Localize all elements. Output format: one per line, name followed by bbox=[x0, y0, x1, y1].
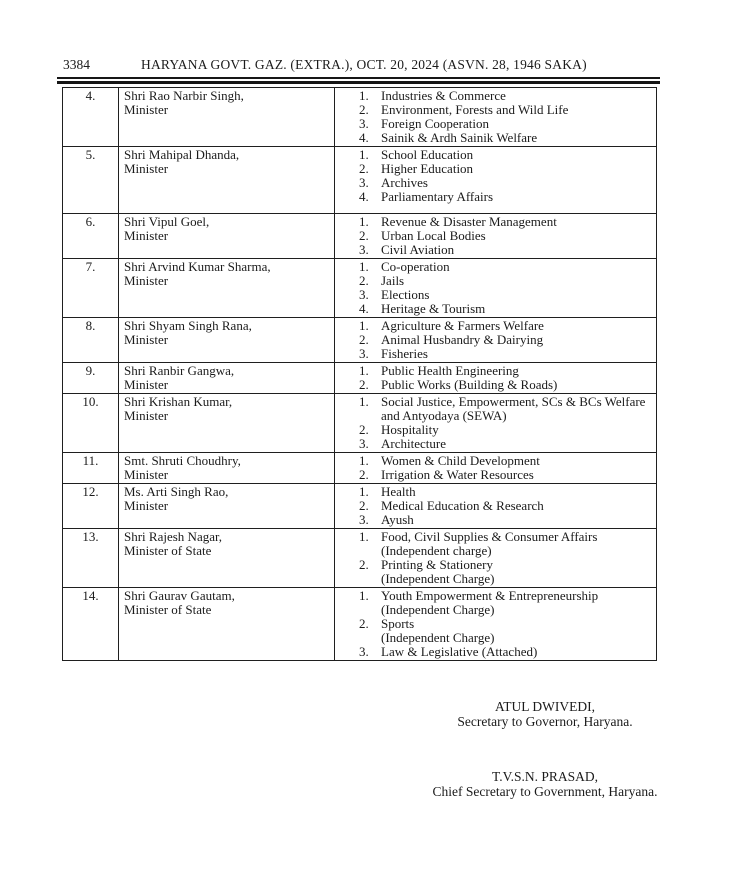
portfolio-line: Agriculture & Farmers Welfare bbox=[381, 318, 544, 333]
portfolio-line: Environment, Forests and Wild Life bbox=[381, 102, 569, 117]
portfolio-item bbox=[335, 423, 652, 437]
minister-designation: Minister bbox=[124, 467, 169, 482]
portfolio-item bbox=[335, 215, 652, 229]
serial-number: 12. bbox=[82, 484, 99, 499]
portfolio-number: 3. bbox=[359, 287, 369, 302]
portfolio-lines bbox=[381, 617, 652, 645]
portfolio-number: 1. bbox=[359, 259, 369, 274]
portfolio-item bbox=[335, 103, 652, 117]
portfolio-number: 2. bbox=[359, 467, 369, 482]
portfolio-cell bbox=[335, 259, 656, 317]
portfolio-lines bbox=[381, 645, 652, 659]
portfolio-line: Sainik & Ardh Sainik Welfare bbox=[381, 130, 538, 145]
portfolio-cell bbox=[335, 529, 656, 587]
portfolio-line: Women & Child Development bbox=[381, 453, 540, 468]
portfolio-line: Civil Aviation bbox=[381, 242, 455, 257]
signature-block-chief-secretary bbox=[385, 769, 705, 799]
portfolio-line: School Education bbox=[381, 147, 474, 162]
minister-designation: Minister bbox=[124, 161, 169, 176]
portfolio-line: Higher Education bbox=[381, 161, 474, 176]
serial-cell bbox=[63, 529, 119, 587]
serial-cell bbox=[63, 363, 119, 393]
portfolio-lines bbox=[381, 347, 652, 361]
portfolio-number: 1. bbox=[359, 318, 369, 333]
portfolio-lines bbox=[381, 437, 652, 451]
gazette-title: HARYANA GOVT. GAZ. (EXTRA.), OCT. 20, 2024 (ASVN. 28, 1946 SAKA) bbox=[141, 57, 587, 72]
table-row bbox=[63, 88, 656, 147]
portfolio-lines bbox=[381, 485, 652, 499]
signature-block-governor-secretary bbox=[385, 699, 705, 729]
minister-cell bbox=[119, 363, 335, 393]
minister-cell bbox=[119, 484, 335, 528]
minister-name: Shri Vipul Goel, bbox=[124, 214, 210, 229]
serial-number: 4. bbox=[85, 88, 96, 103]
minister-designation: Minister bbox=[124, 273, 169, 288]
minister-name: Shri Arvind Kumar Sharma, bbox=[124, 259, 271, 274]
portfolio-lines bbox=[381, 148, 652, 162]
portfolio-number: 2. bbox=[359, 422, 369, 437]
minister-name: Shri Mahipal Dhanda, bbox=[124, 147, 240, 162]
minister-designation: Minister bbox=[124, 377, 169, 392]
portfolio-item bbox=[335, 378, 652, 392]
portfolio-line: Elections bbox=[381, 287, 430, 302]
minister-name: Shri Rajesh Nagar, bbox=[124, 529, 223, 544]
portfolio-cell bbox=[335, 318, 656, 362]
portfolio-item bbox=[335, 395, 652, 423]
portfolio-lines bbox=[381, 215, 652, 229]
portfolio-line: Parliamentary Affairs bbox=[381, 189, 494, 204]
minister-cell bbox=[119, 318, 335, 362]
portfolio-number: 3. bbox=[359, 242, 369, 257]
portfolio-lines bbox=[381, 131, 652, 145]
portfolio-item bbox=[335, 617, 652, 645]
portfolio-item bbox=[335, 243, 652, 257]
minister-name: Shri Ranbir Gangwa, bbox=[124, 363, 235, 378]
serial-cell bbox=[63, 88, 119, 146]
portfolio-number: 1. bbox=[359, 363, 369, 378]
minister-designation: Minister bbox=[124, 332, 169, 347]
minister-designation: Minister bbox=[124, 228, 169, 243]
portfolio-item bbox=[335, 162, 652, 176]
portfolio-number: 4. bbox=[359, 189, 369, 204]
serial-number: 6. bbox=[85, 214, 96, 229]
portfolio-cell bbox=[335, 453, 656, 483]
portfolio-number: 2. bbox=[359, 102, 369, 117]
portfolio-lines bbox=[381, 117, 652, 131]
portfolio-number: 3. bbox=[359, 116, 369, 131]
portfolio-number: 1. bbox=[359, 214, 369, 229]
ministers-table bbox=[62, 87, 657, 661]
portfolio-lines bbox=[381, 190, 652, 204]
portfolio-number: 3. bbox=[359, 512, 369, 527]
portfolio-lines bbox=[381, 589, 652, 617]
portfolio-lines bbox=[381, 162, 652, 176]
portfolio-lines bbox=[381, 274, 652, 288]
serial-cell bbox=[63, 318, 119, 362]
portfolio-lines bbox=[381, 89, 652, 103]
portfolio-lines bbox=[381, 176, 652, 190]
minister-designation: Minister bbox=[124, 102, 169, 117]
table-row bbox=[63, 484, 656, 529]
portfolio-cell bbox=[335, 214, 656, 258]
portfolio-item bbox=[335, 364, 652, 378]
portfolio-item bbox=[335, 274, 652, 288]
portfolio-item bbox=[335, 148, 652, 162]
portfolio-item bbox=[335, 513, 652, 527]
minister-name: Ms. Arti Singh Rao, bbox=[124, 484, 229, 499]
portfolio-item bbox=[335, 530, 652, 558]
minister-designation: Minister bbox=[124, 408, 169, 423]
portfolio-lines bbox=[381, 530, 652, 558]
portfolio-lines bbox=[381, 499, 652, 513]
serial-cell bbox=[63, 214, 119, 258]
portfolio-number: 1. bbox=[359, 484, 369, 499]
portfolio-lines bbox=[381, 302, 652, 316]
portfolio-item bbox=[335, 89, 652, 103]
portfolio-number: 2. bbox=[359, 273, 369, 288]
portfolio-item bbox=[335, 302, 652, 316]
portfolio-cell bbox=[335, 588, 656, 660]
serial-cell bbox=[63, 588, 119, 660]
portfolio-line: (Independent Charge) bbox=[381, 602, 495, 617]
portfolio-item bbox=[335, 333, 652, 347]
portfolio-line: (Independent Charge) bbox=[381, 571, 495, 586]
portfolio-number: 3. bbox=[359, 346, 369, 361]
portfolio-line: Sports bbox=[381, 616, 415, 631]
page-number: 3384 bbox=[63, 57, 90, 72]
minister-name: Shri Gaurav Gautam, bbox=[124, 588, 235, 603]
portfolio-lines bbox=[381, 260, 652, 274]
portfolio-number: 2. bbox=[359, 557, 369, 572]
portfolio-lines bbox=[381, 558, 652, 586]
portfolio-lines bbox=[381, 513, 652, 527]
table-row bbox=[63, 363, 656, 394]
portfolio-line: Irrigation & Water Resources bbox=[381, 467, 534, 482]
signatory-name: ATUL DWIVEDI, bbox=[495, 699, 595, 714]
signatory-name: T.V.S.N. PRASAD, bbox=[491, 769, 599, 784]
serial-cell bbox=[63, 394, 119, 452]
minister-designation: Minister of State bbox=[124, 602, 212, 617]
portfolio-line: Revenue & Disaster Management bbox=[381, 214, 557, 229]
portfolio-number: 4. bbox=[359, 130, 369, 145]
portfolio-number: 1. bbox=[359, 588, 369, 603]
minister-cell bbox=[119, 453, 335, 483]
minister-name: Shri Shyam Singh Rana, bbox=[124, 318, 252, 333]
portfolio-cell bbox=[335, 484, 656, 528]
portfolio-item bbox=[335, 260, 652, 274]
portfolio-line: Ayush bbox=[381, 512, 414, 527]
portfolio-number: 1. bbox=[359, 394, 369, 409]
portfolio-lines bbox=[381, 229, 652, 243]
portfolio-item bbox=[335, 117, 652, 131]
portfolio-line: Social Justice, Empowerment, SCs & BCs Welfare bbox=[381, 394, 646, 409]
serial-number: 10. bbox=[82, 394, 99, 409]
portfolio-lines bbox=[381, 243, 652, 257]
portfolio-line: Foreign Cooperation bbox=[381, 116, 489, 131]
serial-number: 7. bbox=[85, 259, 96, 274]
portfolio-number: 2. bbox=[359, 377, 369, 392]
portfolio-number: 3. bbox=[359, 644, 369, 659]
minister-designation: Minister bbox=[124, 498, 169, 513]
portfolio-cell bbox=[335, 88, 656, 146]
portfolio-number: 4. bbox=[359, 301, 369, 316]
portfolio-cell bbox=[335, 363, 656, 393]
portfolio-line: and Antyodaya (SEWA) bbox=[381, 408, 507, 423]
portfolio-line: Public Works (Building & Roads) bbox=[381, 377, 558, 392]
portfolio-item bbox=[335, 190, 652, 204]
portfolio-number: 2. bbox=[359, 616, 369, 631]
portfolio-item bbox=[335, 437, 652, 451]
minister-designation: Minister of State bbox=[124, 543, 212, 558]
portfolio-number: 2. bbox=[359, 228, 369, 243]
portfolio-line: Co-operation bbox=[381, 259, 450, 274]
serial-number: 13. bbox=[82, 529, 99, 544]
signatory-title: Chief Secretary to Government, Haryana. bbox=[432, 784, 658, 799]
portfolio-line: Law & Legislative (Attached) bbox=[381, 644, 538, 659]
serial-cell bbox=[63, 147, 119, 213]
portfolio-lines bbox=[381, 288, 652, 302]
portfolio-cell bbox=[335, 147, 656, 213]
portfolio-number: 3. bbox=[359, 436, 369, 451]
table-row bbox=[63, 529, 656, 588]
portfolio-item bbox=[335, 288, 652, 302]
portfolio-item bbox=[335, 131, 652, 145]
portfolio-line: Industries & Commerce bbox=[381, 88, 506, 103]
header-double-rule bbox=[57, 77, 660, 84]
portfolio-line: Urban Local Bodies bbox=[381, 228, 486, 243]
serial-number: 14. bbox=[82, 588, 99, 603]
portfolio-line: (Independent Charge) bbox=[381, 630, 495, 645]
portfolio-item bbox=[335, 558, 652, 586]
portfolio-line: Food, Civil Supplies & Consumer Affairs bbox=[381, 529, 598, 544]
portfolio-item bbox=[335, 454, 652, 468]
portfolio-item bbox=[335, 347, 652, 361]
portfolio-number: 1. bbox=[359, 453, 369, 468]
minister-cell bbox=[119, 214, 335, 258]
portfolio-number: 3. bbox=[359, 175, 369, 190]
portfolio-item bbox=[335, 319, 652, 333]
portfolio-item bbox=[335, 645, 652, 659]
portfolio-lines bbox=[381, 454, 652, 468]
portfolio-line: (Independent charge) bbox=[381, 543, 492, 558]
portfolio-number: 2. bbox=[359, 498, 369, 513]
portfolio-lines bbox=[381, 468, 652, 482]
portfolio-item bbox=[335, 485, 652, 499]
portfolio-number: 2. bbox=[359, 332, 369, 347]
table-row bbox=[63, 147, 656, 214]
serial-number: 11. bbox=[82, 453, 99, 468]
portfolio-item bbox=[335, 176, 652, 190]
minister-cell bbox=[119, 147, 335, 213]
table-row bbox=[63, 394, 656, 453]
portfolio-lines bbox=[381, 395, 652, 423]
minister-cell bbox=[119, 259, 335, 317]
portfolio-number: 1. bbox=[359, 529, 369, 544]
table-row bbox=[63, 318, 656, 363]
table-row bbox=[63, 588, 656, 660]
minister-name: Shri Krishan Kumar, bbox=[124, 394, 233, 409]
portfolio-line: Public Health Engineering bbox=[381, 363, 519, 378]
portfolio-line: Youth Empowerment & Entrepreneurship bbox=[381, 588, 599, 603]
portfolio-number: 1. bbox=[359, 147, 369, 162]
portfolio-item bbox=[335, 499, 652, 513]
portfolio-number: 1. bbox=[359, 88, 369, 103]
portfolio-line: Fisheries bbox=[381, 346, 428, 361]
portfolio-lines bbox=[381, 378, 652, 392]
portfolio-lines bbox=[381, 103, 652, 117]
portfolio-lines bbox=[381, 423, 652, 437]
portfolio-item bbox=[335, 589, 652, 617]
portfolio-line: Heritage & Tourism bbox=[381, 301, 486, 316]
portfolio-lines bbox=[381, 333, 652, 347]
portfolio-lines bbox=[381, 364, 652, 378]
serial-cell bbox=[63, 484, 119, 528]
portfolio-cell bbox=[335, 394, 656, 452]
minister-cell bbox=[119, 394, 335, 452]
serial-number: 5. bbox=[85, 147, 96, 162]
portfolio-number: 2. bbox=[359, 161, 369, 176]
portfolio-line: Animal Husbandry & Dairying bbox=[381, 332, 544, 347]
minister-name: Shri Rao Narbir Singh, bbox=[124, 88, 244, 103]
portfolio-item bbox=[335, 229, 652, 243]
signatory-title: Secretary to Governor, Haryana. bbox=[457, 714, 633, 729]
minister-cell bbox=[119, 88, 335, 146]
serial-cell bbox=[63, 259, 119, 317]
portfolio-item bbox=[335, 468, 652, 482]
serial-number: 9. bbox=[85, 363, 96, 378]
minister-name: Smt. Shruti Choudhry, bbox=[124, 453, 241, 468]
minister-cell bbox=[119, 529, 335, 587]
portfolio-line: Health bbox=[381, 484, 416, 499]
table-row bbox=[63, 259, 656, 318]
portfolio-line: Medical Education & Research bbox=[381, 498, 544, 513]
portfolio-lines bbox=[381, 319, 652, 333]
portfolio-line: Printing & Stationery bbox=[381, 557, 493, 572]
portfolio-line: Archives bbox=[381, 175, 428, 190]
serial-cell bbox=[63, 453, 119, 483]
serial-number: 8. bbox=[85, 318, 96, 333]
rule-bottom-line bbox=[57, 81, 660, 84]
document-page bbox=[0, 57, 732, 873]
minister-cell bbox=[119, 588, 335, 660]
portfolio-line: Architecture bbox=[381, 436, 446, 451]
page-header bbox=[62, 57, 660, 74]
portfolio-line: Jails bbox=[381, 273, 405, 288]
portfolio-line: Hospitality bbox=[381, 422, 439, 437]
table-row bbox=[63, 214, 656, 259]
table-row bbox=[63, 453, 656, 484]
